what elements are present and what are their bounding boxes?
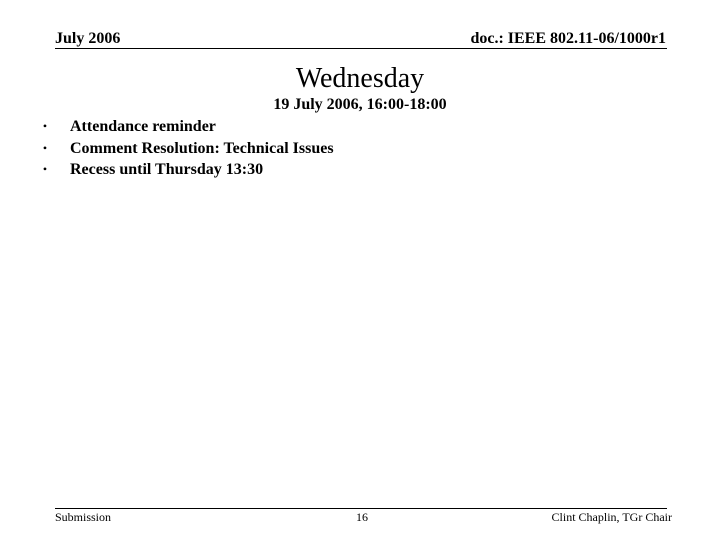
bullet-text: Comment Resolution: Technical Issues [70, 139, 334, 157]
footer-author: Clint Chaplin, TGr Chair [551, 510, 672, 524]
bullet-dot-icon: • [42, 162, 48, 176]
header-date: July 2006 [55, 30, 121, 47]
footer-submission: Submission [55, 510, 112, 524]
slide-subtitle: 19 July 2006, 16:00-18:00 [273, 96, 447, 113]
slide-title: Wednesday [295, 63, 425, 94]
bullet-dot-icon: • [42, 119, 48, 133]
header-doc-id: doc.: IEEE 802.11-06/1000r1 [470, 30, 666, 47]
bullet-text: Recess until Thursday 13:30 [70, 161, 264, 178]
bullet-text: Attendance reminder [70, 118, 216, 135]
bullet-dot-icon: • [42, 140, 48, 155]
footer-page-number: 16 [356, 510, 368, 524]
header-divider [55, 48, 667, 49]
footer-divider [55, 508, 667, 509]
